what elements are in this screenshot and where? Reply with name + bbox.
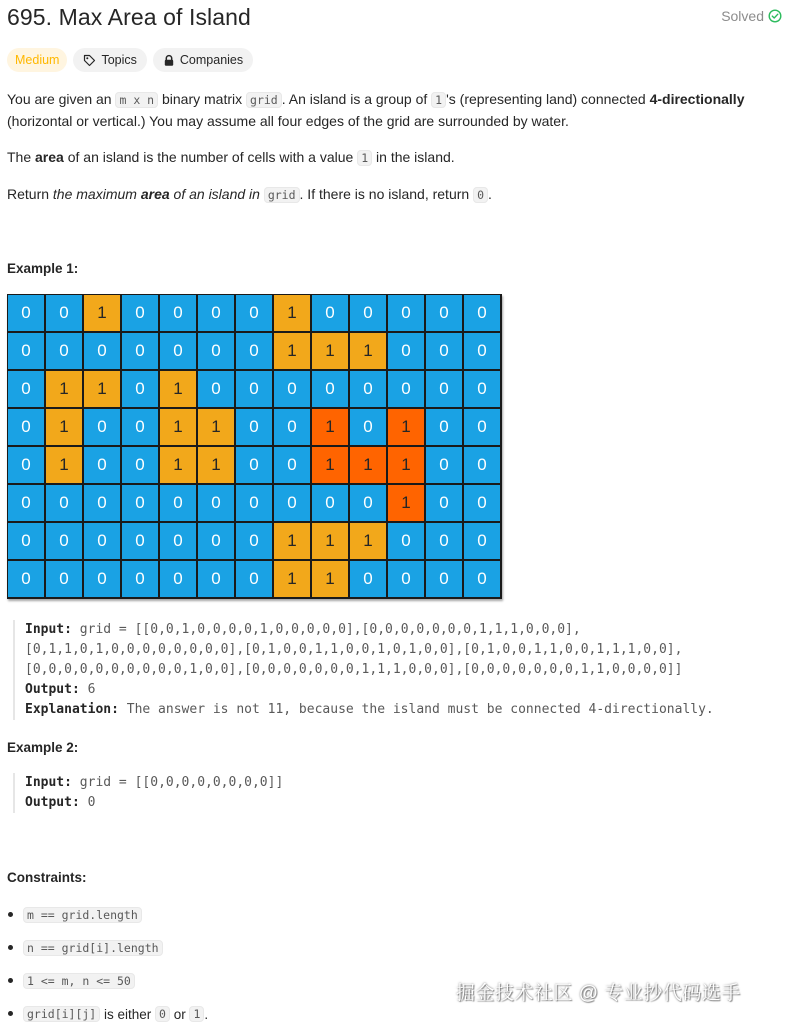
grid-cell: 0 (235, 408, 273, 446)
grid-cell: 0 (349, 560, 387, 598)
companies-label: Companies (179, 53, 244, 67)
grid-cell: 0 (7, 522, 45, 560)
description-paragraph-1 (7, 89, 777, 132)
description-paragraph-3 (7, 184, 777, 206)
solved-status (721, 8, 782, 24)
grid-cell: 0 (45, 522, 83, 560)
output-value: 0 (87, 795, 96, 810)
text: The (7, 149, 36, 165)
grid-cell: 0 (425, 484, 463, 522)
inline-code: grid[i][j] (23, 1006, 100, 1022)
grid-cell: 0 (45, 294, 83, 332)
grid-cell: 0 (463, 408, 501, 446)
topics-button[interactable] (73, 48, 146, 72)
text: You are given an (7, 91, 116, 107)
grid-cell: 1 (387, 408, 425, 446)
grid-cell: 0 (159, 522, 197, 560)
list-item (7, 1003, 208, 1025)
grid-cell: 0 (45, 332, 83, 370)
grid-cell: 0 (121, 560, 159, 598)
input-value: [0,0,0,0,0,0,0,0,0,0,1,0,0],[0,0,0,0,0,0,0,1,1,1,0,0,0],[0,0,0,0,0,0,0,1,1,0,0,0,0]] (25, 662, 683, 677)
text: 's (representing land) connected (446, 91, 650, 107)
grid-cell: 1 (159, 408, 197, 446)
island-grid (7, 294, 501, 598)
companies-button[interactable] (153, 48, 253, 72)
example-1-block (13, 620, 714, 720)
grid-cell: 0 (463, 370, 501, 408)
grid-cell: 0 (197, 294, 235, 332)
grid-cell: 1 (311, 522, 349, 560)
inline-code: m x n (115, 92, 158, 108)
grid-cell: 0 (425, 560, 463, 598)
explanation-value: The answer is not 11, because the island must be connected 4-directionally. (126, 702, 714, 717)
grid-cell: 0 (121, 332, 159, 370)
text: or (169, 1006, 190, 1022)
grid-cell: 0 (349, 408, 387, 446)
grid-cell: 1 (349, 522, 387, 560)
grid-cell: 0 (425, 294, 463, 332)
grid-cell: 1 (45, 446, 83, 484)
list-item (7, 937, 208, 959)
text: . An island is a group of (281, 91, 432, 107)
grid-cell: 0 (121, 484, 159, 522)
inline-code: 1 <= m, n <= 50 (23, 973, 135, 989)
constraints-list (7, 904, 208, 1036)
grid-cell: 0 (7, 446, 45, 484)
inline-code: grid (246, 92, 282, 108)
grid-cell: 1 (311, 560, 349, 598)
grid-cell: 0 (159, 484, 197, 522)
list-item (7, 970, 208, 992)
grid-cell: 0 (463, 522, 501, 560)
output-line (25, 680, 714, 700)
grid-cell: 1 (311, 408, 349, 446)
grid-cell: 0 (7, 408, 45, 446)
grid-cell: 0 (235, 294, 273, 332)
example-2-block (13, 773, 283, 813)
grid-cell: 1 (159, 446, 197, 484)
output-line (25, 793, 283, 813)
grid-cell: 1 (311, 446, 349, 484)
constraints-heading: Constraints: (7, 870, 87, 885)
grid-cell: 0 (7, 370, 45, 408)
output-label: Output: (25, 795, 80, 810)
grid-cell: 1 (83, 294, 121, 332)
grid-cell: 0 (121, 446, 159, 484)
input-value: grid = [[0,0,1,0,0,0,0,1,0,0,0,0,0],[0,0,0,0,0,0,0,1,1,1,0,0,0], (79, 622, 581, 637)
input-value: [0,1,1,0,1,0,0,0,0,0,0,0,0],[0,1,0,0,1,1,0,0,1,0,1,0,0],[0,1,0,0,1,1,0,0,1,1,1,0,0], (25, 642, 683, 657)
grid-cell: 0 (197, 560, 235, 598)
grid-cell: 0 (159, 294, 197, 332)
grid-cell: 0 (387, 294, 425, 332)
grid-cell: 0 (121, 408, 159, 446)
bold-text: area (35, 149, 64, 165)
example-2-heading: Example 2: (7, 740, 79, 755)
text: (horizontal or vertical.) You may assume all four edges of the grid are surrounded by water. (7, 113, 569, 129)
example-1-heading: Example 1: (7, 261, 79, 276)
grid-cell: 0 (425, 522, 463, 560)
grid-cell: 0 (121, 294, 159, 332)
grid-cell: 0 (159, 560, 197, 598)
grid-cell: 0 (425, 446, 463, 484)
grid-cell: 0 (311, 484, 349, 522)
grid-cell: 0 (273, 408, 311, 446)
grid-cell: 0 (311, 370, 349, 408)
text: . (204, 1006, 209, 1022)
grid-cell: 1 (311, 332, 349, 370)
grid-cell: 0 (197, 522, 235, 560)
input-line (25, 773, 283, 793)
inline-code: 0 (473, 187, 488, 203)
input-label: Input: (25, 775, 72, 790)
input-line (25, 620, 714, 640)
grid-cell: 1 (349, 446, 387, 484)
output-value: 6 (87, 682, 96, 697)
explanation-label: Explanation: (25, 702, 119, 717)
grid-cell: 0 (235, 560, 273, 598)
input-line (25, 640, 714, 660)
grid-cell: 0 (463, 294, 501, 332)
grid-cell: 0 (45, 560, 83, 598)
grid-cell: 0 (235, 370, 273, 408)
grid-cell: 0 (45, 484, 83, 522)
grid-cell: 0 (235, 484, 273, 522)
grid-cell: 0 (7, 560, 45, 598)
grid-cell: 0 (235, 332, 273, 370)
text: in the island. (372, 149, 455, 165)
grid-cell: 0 (83, 446, 121, 484)
grid-cell: 0 (311, 294, 349, 332)
solved-label: Solved (721, 8, 764, 24)
grid-cell: 0 (273, 370, 311, 408)
bold-italic-text: area (140, 186, 170, 202)
grid-cell: 0 (425, 408, 463, 446)
grid-cell: 0 (387, 522, 425, 560)
watermark: 掘金技术社区 @ 专业抄代码选手 (456, 983, 741, 1004)
grid-cell: 0 (235, 446, 273, 484)
grid-cell: 0 (7, 294, 45, 332)
grid-cell: 0 (273, 446, 311, 484)
check-circle-icon (768, 9, 782, 23)
grid-cell: 1 (273, 522, 311, 560)
grid-cell: 0 (425, 370, 463, 408)
grid-cell: 1 (45, 408, 83, 446)
grid-cell: 0 (83, 332, 121, 370)
grid-cell: 1 (273, 332, 311, 370)
grid-cell: 0 (425, 332, 463, 370)
topics-label: Topics (101, 53, 137, 67)
grid-cell: 0 (83, 522, 121, 560)
grid-cell: 0 (463, 446, 501, 484)
tag-bar (7, 48, 253, 72)
text: Return (7, 186, 53, 202)
lock-icon (163, 54, 175, 67)
grid-cell: 0 (387, 370, 425, 408)
input-line (25, 660, 714, 680)
grid-cell: 1 (387, 484, 425, 522)
grid-cell: 0 (387, 560, 425, 598)
grid-cell: 0 (159, 332, 197, 370)
grid-cell: 0 (7, 484, 45, 522)
list-item (7, 904, 208, 926)
inline-code: 0 (155, 1006, 170, 1022)
italic-text: of an island in (169, 186, 264, 202)
tag-icon (83, 54, 96, 67)
grid-cell: 0 (349, 484, 387, 522)
problem-title: 695. Max Area of Island (7, 4, 251, 30)
italic-text: the maximum (52, 186, 141, 202)
grid-cell: 0 (83, 484, 121, 522)
grid-cell: 0 (463, 484, 501, 522)
grid-cell: 1 (349, 332, 387, 370)
inline-code: grid (264, 187, 300, 203)
description-paragraph-2 (7, 147, 777, 169)
difficulty-label: Medium (15, 53, 60, 67)
text: . (488, 186, 492, 202)
grid-cell: 0 (197, 332, 235, 370)
grid-cell: 0 (83, 408, 121, 446)
inline-code: n == grid[i].length (23, 940, 163, 956)
grid-cell: 1 (387, 446, 425, 484)
grid-cell: 1 (159, 370, 197, 408)
grid-cell: 0 (273, 484, 311, 522)
grid-cell: 1 (197, 446, 235, 484)
grid-cell: 0 (7, 332, 45, 370)
grid-cell: 0 (197, 484, 235, 522)
grid-cell: 0 (121, 522, 159, 560)
output-label: Output: (25, 682, 80, 697)
grid-cell: 1 (273, 294, 311, 332)
text: of an island is the number of cells with a value (63, 149, 358, 165)
inline-code: 1 (357, 150, 372, 166)
grid-cell: 1 (45, 370, 83, 408)
text: . If there is no island, return (299, 186, 474, 202)
grid-cell: 0 (121, 370, 159, 408)
inline-code: m == grid.length (23, 907, 142, 923)
grid-cell: 0 (83, 560, 121, 598)
grid-cell: 0 (463, 332, 501, 370)
input-label: Input: (25, 622, 72, 637)
grid-cell: 1 (197, 408, 235, 446)
island-grid-image (7, 294, 502, 599)
difficulty-badge (7, 48, 67, 72)
grid-cell: 0 (349, 370, 387, 408)
bold-text: 4-directionally (649, 91, 745, 107)
explanation-line (25, 700, 714, 720)
grid-cell: 1 (83, 370, 121, 408)
grid-cell: 0 (197, 370, 235, 408)
grid-cell: 0 (387, 332, 425, 370)
grid-cell: 0 (349, 294, 387, 332)
grid-cell: 0 (235, 522, 273, 560)
text: is either (100, 1006, 156, 1022)
inline-code: 1 (189, 1006, 204, 1022)
grid-cell: 0 (463, 560, 501, 598)
inline-code: 1 (431, 92, 446, 108)
grid-cell: 1 (273, 560, 311, 598)
text: binary matrix (158, 91, 247, 107)
input-value: grid = [[0,0,0,0,0,0,0,0]] (79, 775, 284, 790)
